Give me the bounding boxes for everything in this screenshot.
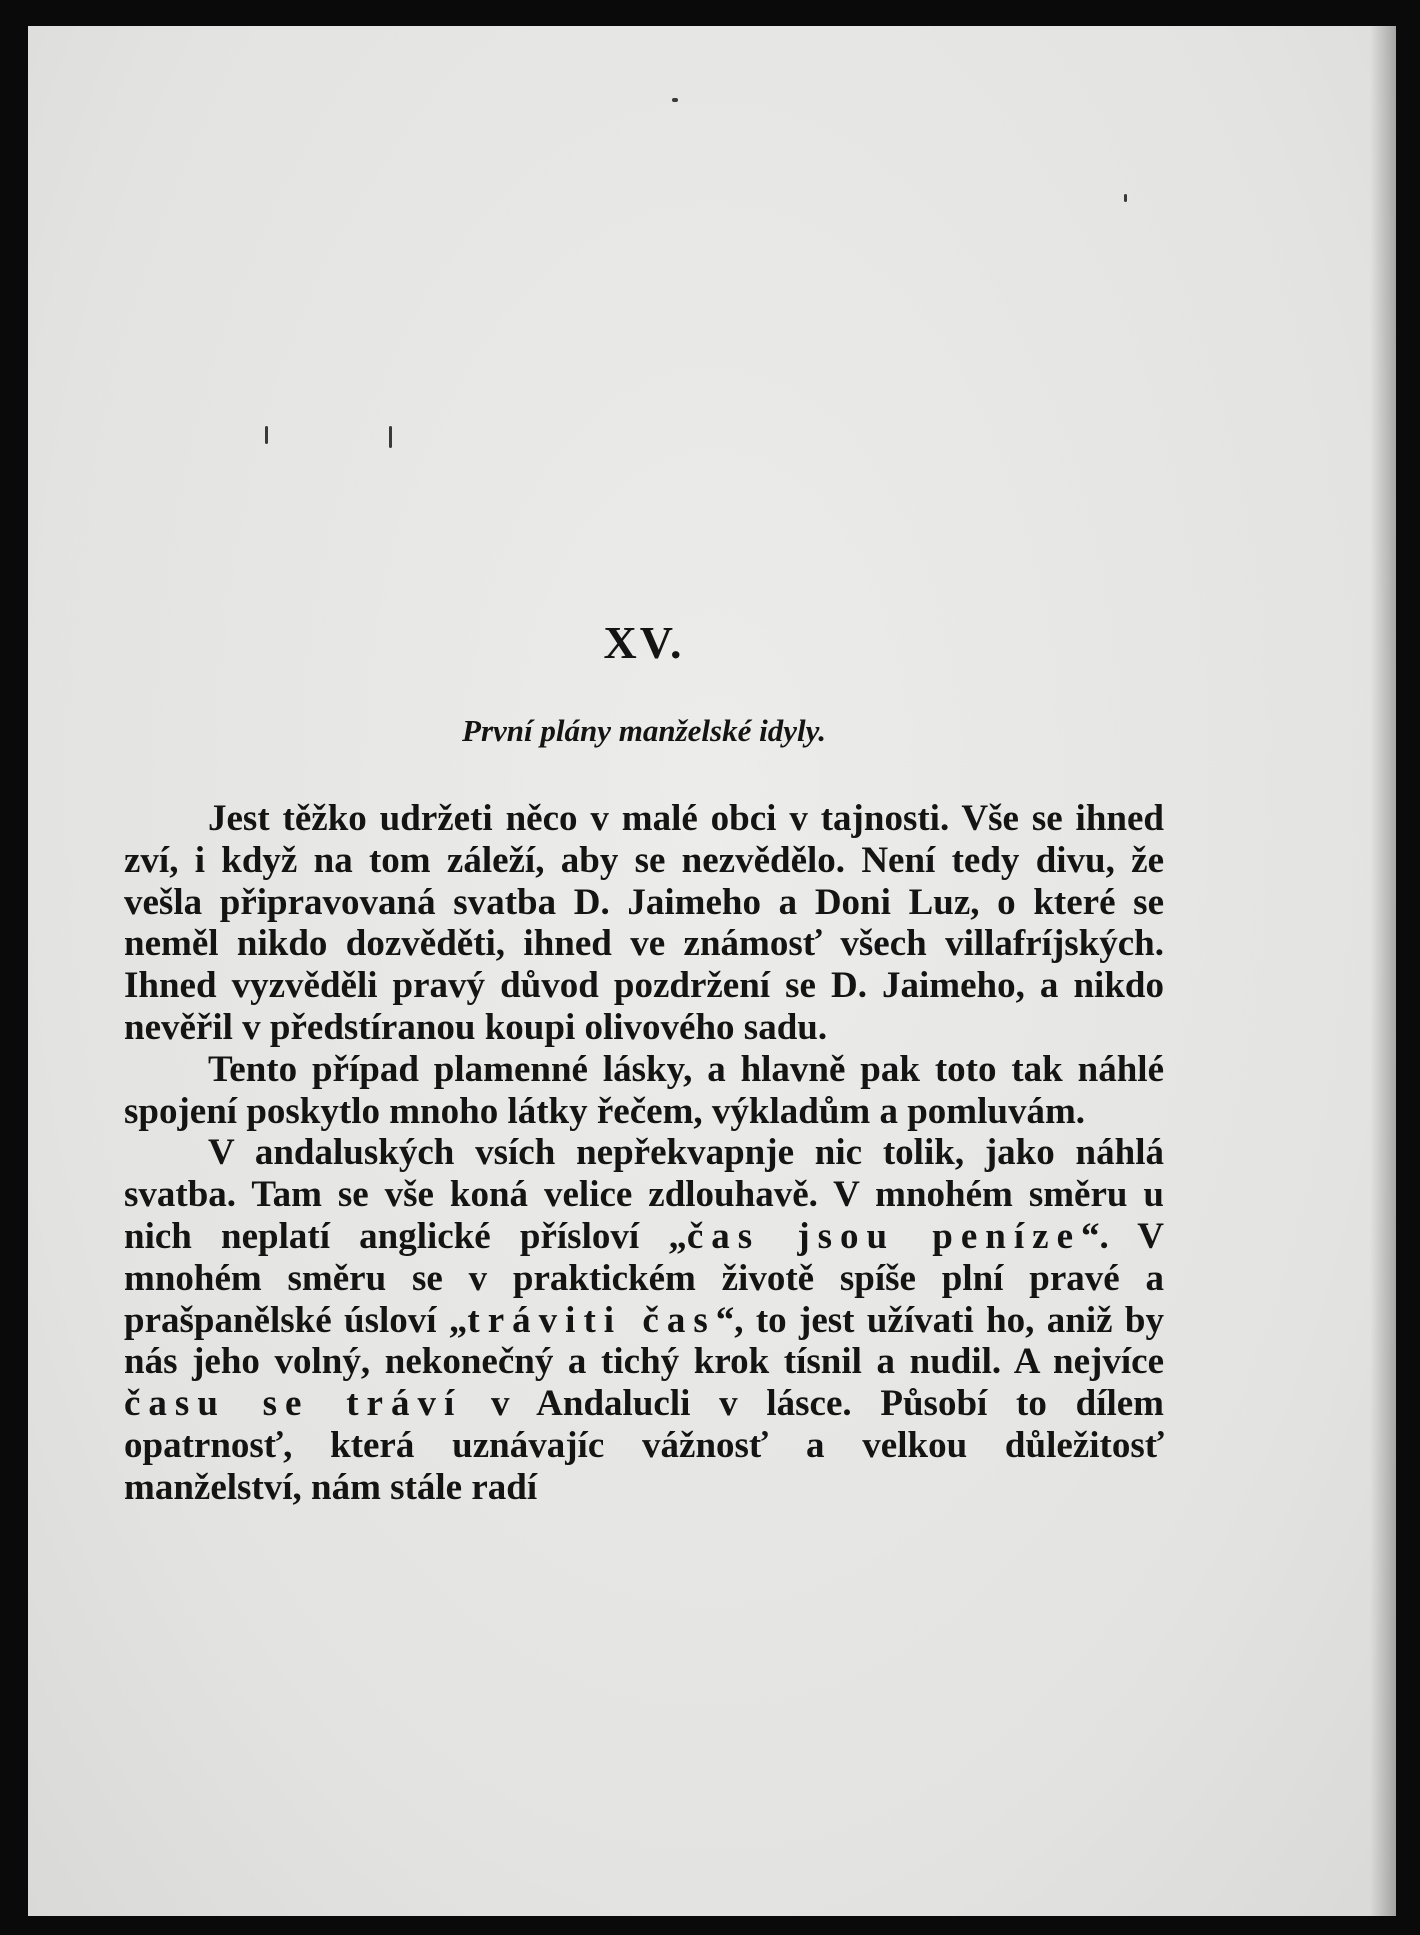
paragraph-text: Tento případ plamenné lásky, a hlavně pak toto tak náhlé spojení poskytlo mnoho látky řečem, výkladům a pomluvám. — [124, 1048, 1164, 1132]
scan-speck — [265, 426, 268, 444]
chapter-number: XV. — [603, 617, 685, 668]
page-edge-shadow — [1370, 26, 1396, 1916]
paragraph — [124, 1132, 1164, 1508]
spaced-emphasis: tráviti čas — [467, 1299, 716, 1341]
scan-speck — [672, 98, 678, 102]
scan-speck — [1124, 194, 1127, 202]
book-page — [28, 26, 1396, 1916]
scan-speck — [389, 426, 392, 448]
paragraph-text: V andaluských vsích nepřekvapnje nic tolik, jako náhlá svatba. Tam se vše koná velice zdlouhavě. V mnohém směru u nich neplatí anglické přísloví „ — [124, 1132, 1164, 1257]
spaced-emphasis: času se tráví — [124, 1383, 463, 1425]
paragraph-text: “, to jest užívati ho, aniž by nás jeho volný, nekonečný a tichý krok tísnil a nudil. A nejvíce — [124, 1299, 1164, 1383]
paragraph-text: Jest těžko udržeti něco v malé obci v tajnosti. Vše se ihned zví, i když na tom záleží, aby se nezvědělo. Není tedy divu, že vešla připravovaná svatba D. Jaimeho a Doni Luz, o které se neměl nikdo dozvěděti, ihned ve známosť všech villafríjských. Ihned vyzvěděli pravý důvod pozdržení se D. Jaimeho, a nikdo nevěřil v předstíranou koupi olivového sadu. — [124, 798, 1164, 1048]
paragraph-text: “. V mnohém směru se v praktickém životě spíše plní pravé a prašpanělské úsloví „ — [124, 1215, 1164, 1341]
body-text — [124, 798, 1164, 1509]
paragraph-text: v Andalucli v lásce. Působí to dílem opatrnosť, která uznávajíc vážnosť a velkou důležitosť manželství, nám stále radí — [124, 1383, 1164, 1508]
paragraph — [124, 798, 1164, 1049]
spaced-emphasis: čas jsou peníze — [686, 1215, 1082, 1257]
paragraph — [124, 1049, 1164, 1133]
chapter-title: První plány manželské idyly. — [462, 713, 826, 748]
